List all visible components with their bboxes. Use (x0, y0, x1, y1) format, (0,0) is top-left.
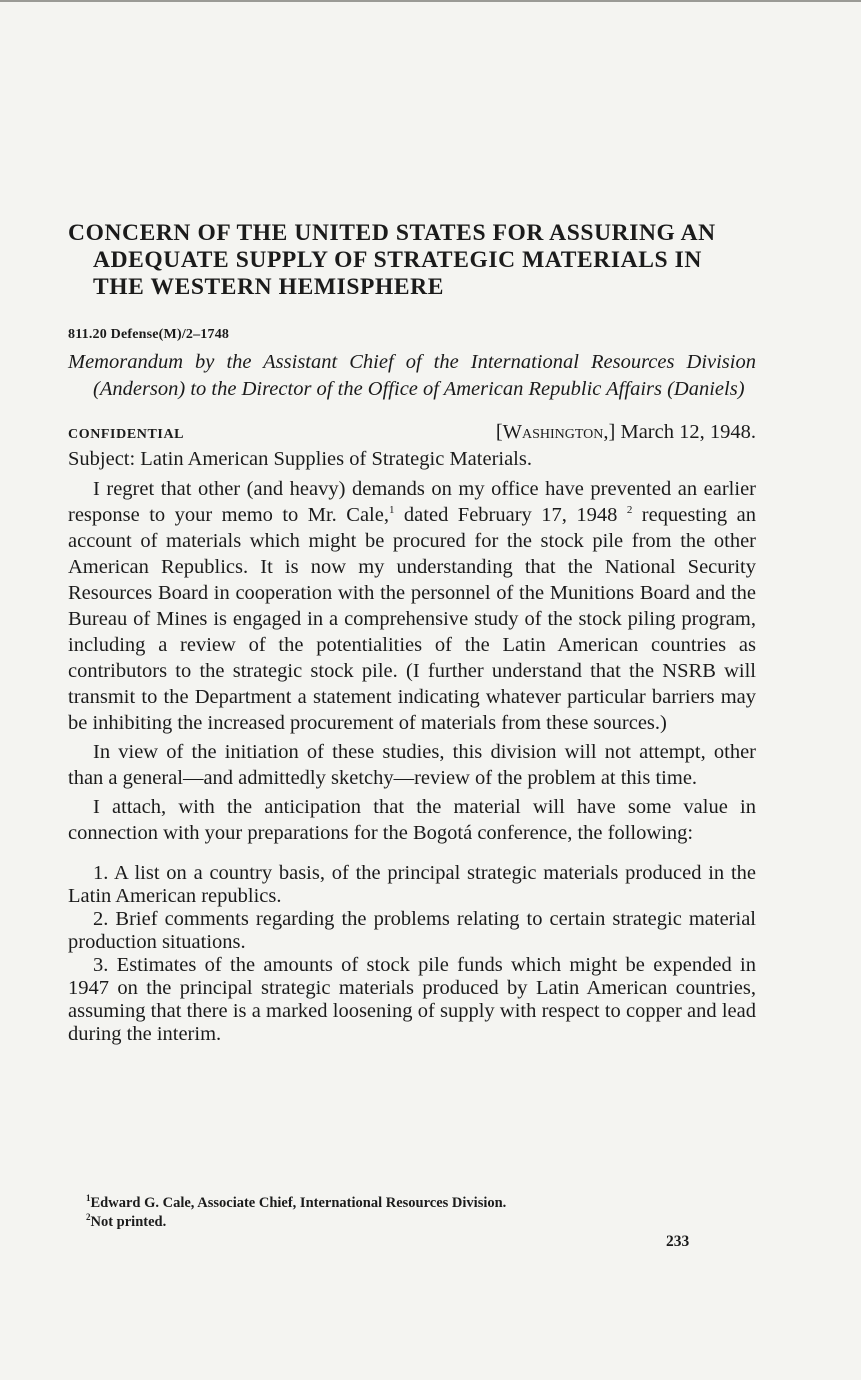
footnote-ref-1: 1 (388, 504, 395, 517)
footnote-2 (86, 1213, 756, 1232)
footnote-ref-2: 2 (626, 504, 633, 517)
footnote-text-2: Not printed. (90, 1214, 167, 1230)
title-line-1: CONCERN OF THE UNITED STATES FOR ASSURING AN (68, 220, 716, 246)
list-item: 3. Estimates of the amounts of stock pile funds which might be expended in 1947 on the principal strategic materials produced by Latin American countries, assuming that there is a marked loosening of supply with respect to copper and lead during the interim. (68, 954, 756, 1045)
title-line-3: THE WESTERN HEMISPHERE (93, 274, 444, 300)
place: Washington, (502, 421, 609, 443)
paragraph-1 (68, 476, 756, 736)
file-number: 811.20 Defense(M)/2–1748 (68, 327, 230, 342)
classification-label: CONFIDENTIAL (68, 427, 185, 442)
place-bracket-close: ] (608, 421, 616, 443)
paragraph-1-part-a: I regret that other (and heavy) demands on my office have prevented an earlier response to your memo to Mr. Cale, (68, 478, 756, 526)
date: March 12, 1948. (620, 421, 756, 443)
list-item: 2. Brief comments regarding the problems relating to certain strategic material production situations. (68, 908, 756, 953)
document-title (68, 220, 756, 301)
classification-date-row (68, 421, 756, 444)
top-rule (0, 0, 861, 2)
footnote-mark-2: 2 (86, 1212, 91, 1223)
subject-line: Subject: Latin American Supplies of Strategic Materials. (68, 448, 532, 470)
list-item: 1. A list on a country basis, of the principal strategic materials produced in the Latin American republics. (68, 862, 756, 907)
title-line-2: ADEQUATE SUPPLY OF STRATEGIC MATERIALS IN (93, 247, 702, 273)
page-number: 233 (666, 1233, 690, 1250)
memo-heading: Memorandum by the Assistant Chief of the International Resources Division (Anderson) to the Director of the Office of American Republic Affairs (Daniels) (68, 351, 756, 400)
document-page (68, 220, 756, 1046)
attachment-list (68, 862, 756, 1046)
place-bracket-open: [ (495, 421, 503, 443)
paragraph-3: I attach, with the anticipation that the material will have some value in connection with your preparations for the Bogotá conference, the following: (68, 796, 756, 844)
footnotes (86, 1194, 756, 1232)
footnote-mark-1: 1 (86, 1193, 91, 1204)
paragraph-2: In view of the initiation of these studies, this division will not attempt, other than a general—and admittedly sketchy—review of the problem at this time. (68, 741, 756, 789)
paragraph-1-part-c: requesting an account of materials which might be procured for the stock pile from the other American Republics. It is now my understanding that the National Security Resources Board in cooperation with the personnel of the Munitions Board and the Bureau of Mines is engaged in a comprehensive study of the stock piling program, including a review of the potentialities of the Latin American countries as contributors to the strategic stock pile. (I further understand that the NSRB will transmit to the Department a statement indicating whatever particular barriers may be inhibiting the increased procurement of materials from these sources.) (68, 504, 756, 734)
footnote-1 (86, 1194, 756, 1213)
footnote-text-1: Edward G. Cale, Associate Chief, International Resources Division. (90, 1195, 507, 1211)
paragraph-1-part-b: dated February 17, 1948 (394, 504, 618, 526)
place-date (496, 421, 756, 444)
